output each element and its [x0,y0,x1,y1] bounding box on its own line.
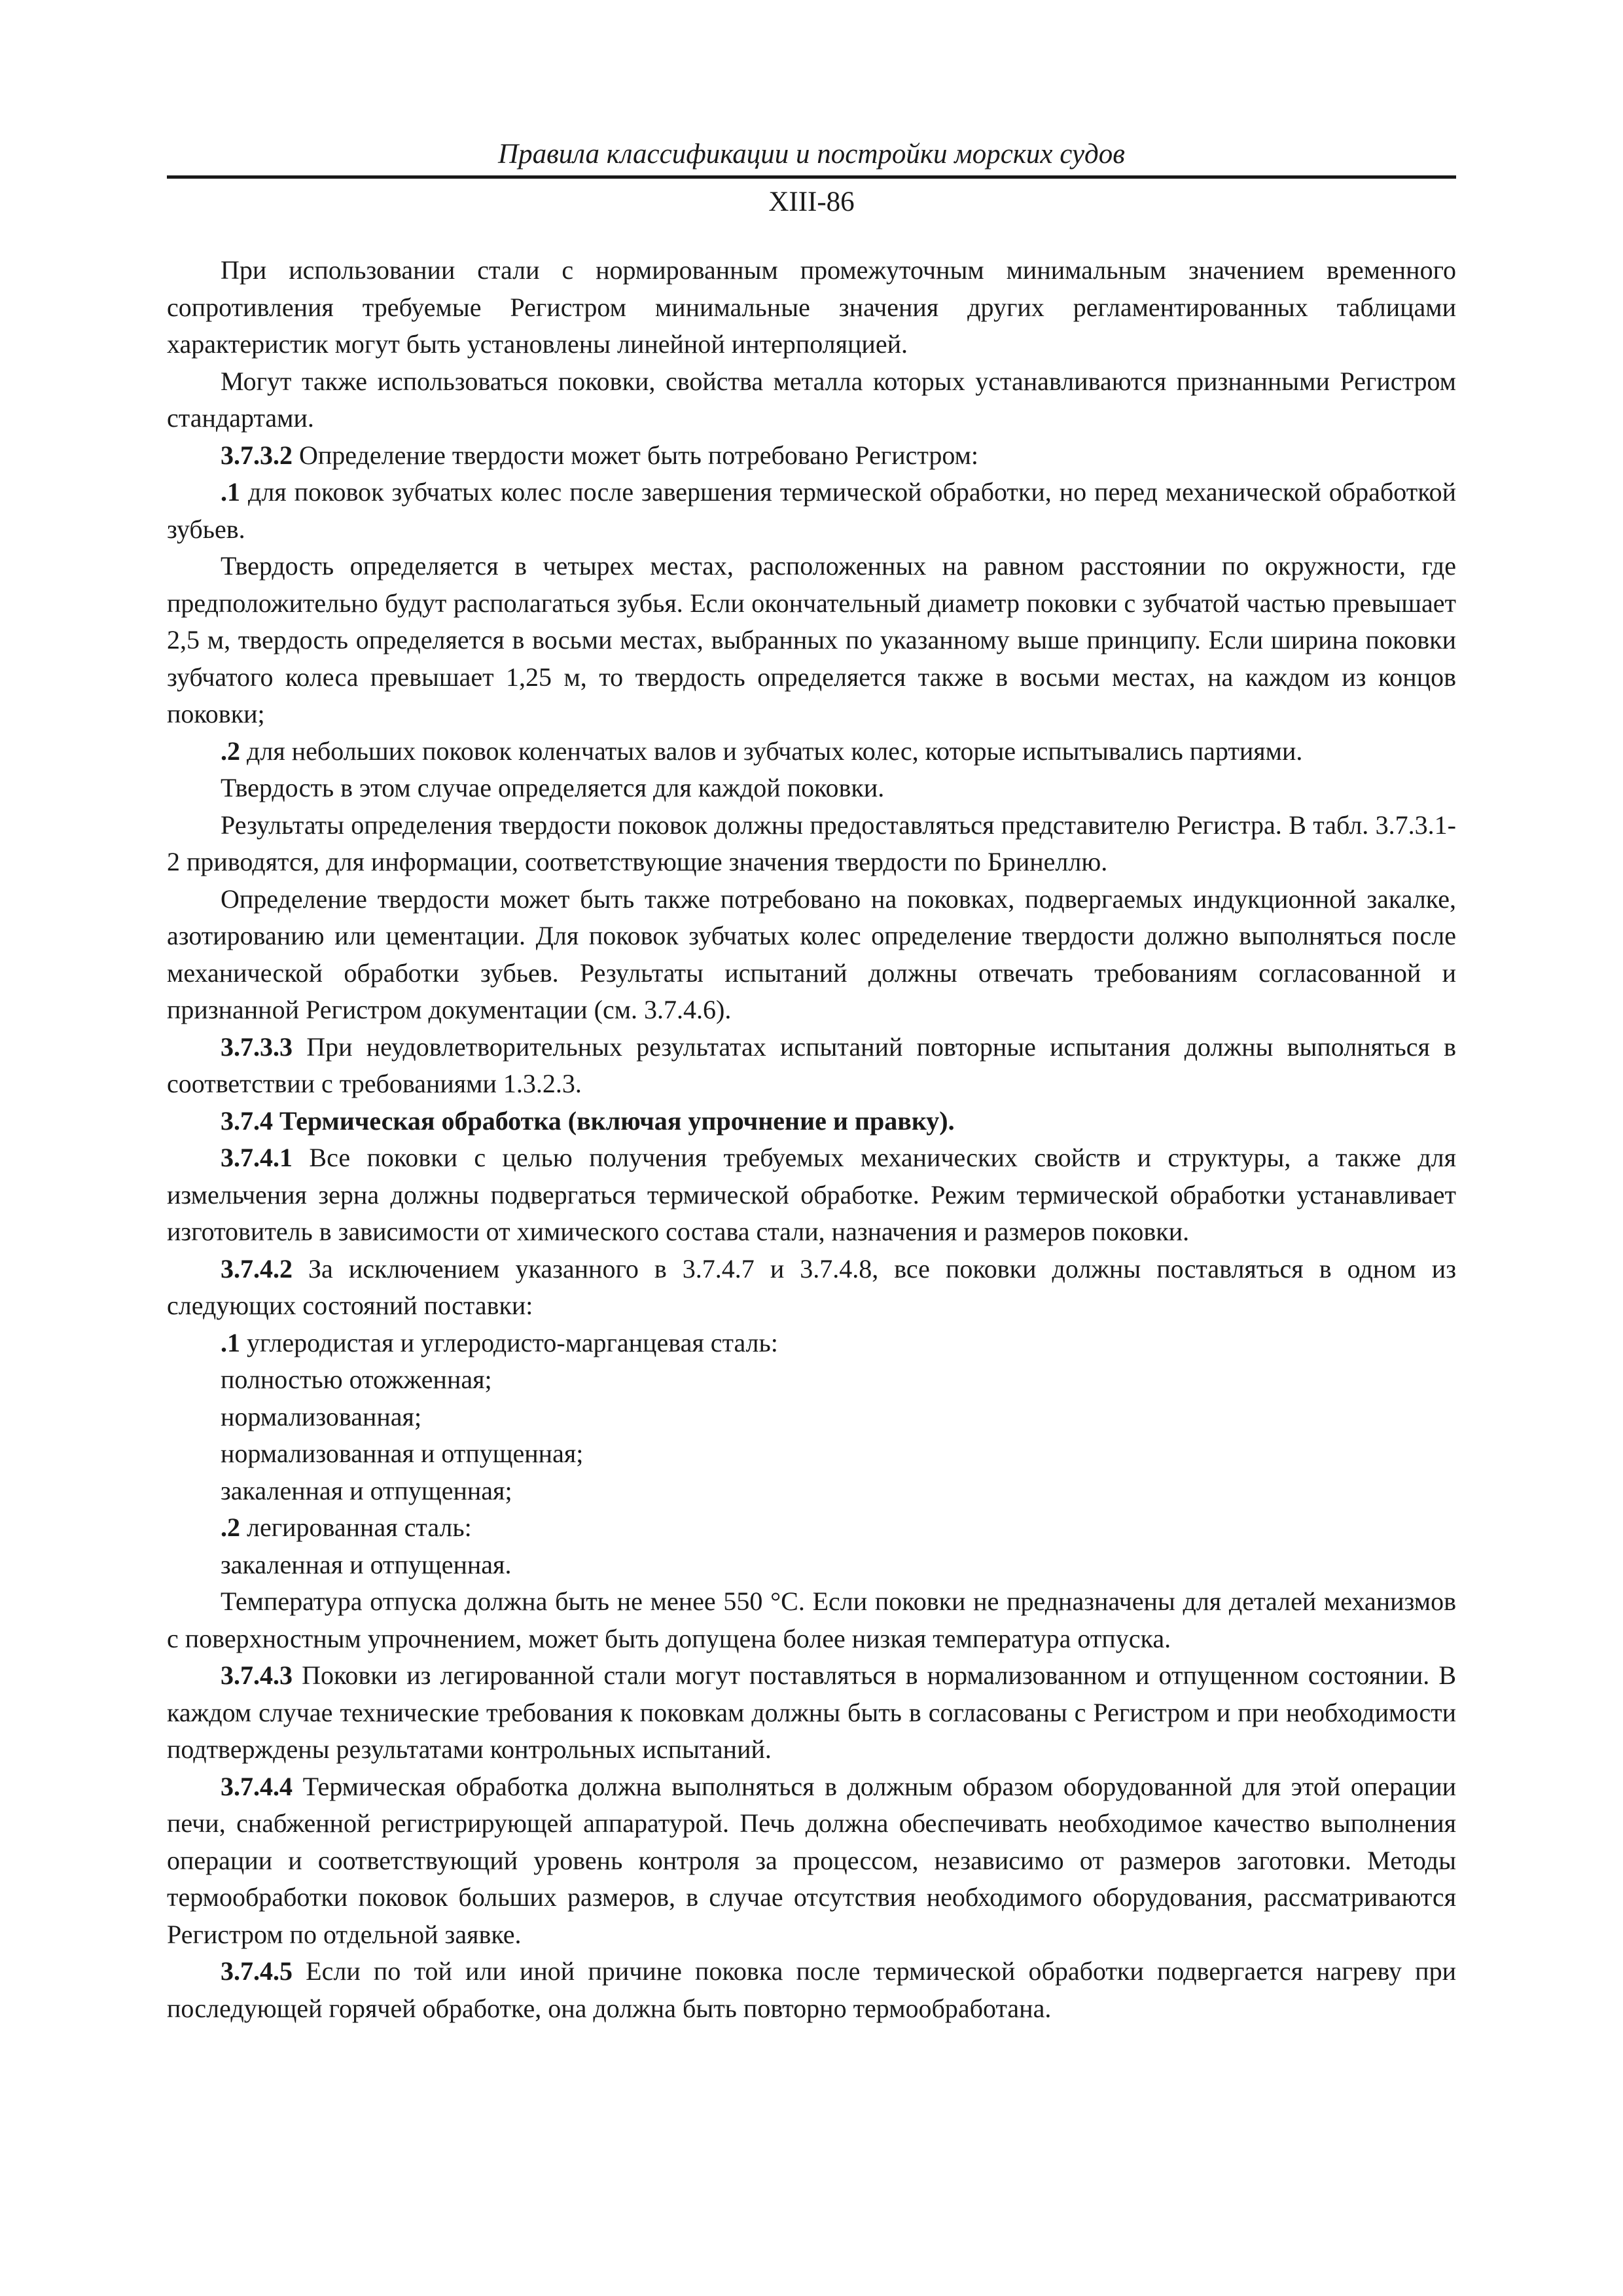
clause-paragraph [167,1139,1456,1251]
running-title: Правила классификации и постройки морских судов [167,137,1456,179]
paragraph [167,807,1456,881]
clause-paragraph [167,1768,1456,1954]
paragraph-text: Определение твердости может быть потребовано Регистром: [293,440,979,470]
clause-number: 3.7.4.5 [221,1956,293,1986]
paragraph [167,1583,1456,1657]
paragraph-text: Все поковки с целью получения требуемых механических свойств и структуры, а также для измельчения зерна должны подвергаться термической обработке. Режим термической обработки устанавливает изготовитель в зависимости от химического состава стали, назначения и размеров поковки. [167,1143,1456,1246]
paragraph-text: Результаты определения твердости поковок должны предоставляться представителю Регистра. В табл. 3.7.3.1-2 приводятся, для информации, соответствующие значения твердости по Бринеллю. [167,810,1456,876]
clause-number: 3.7.4.2 [221,1253,293,1283]
paragraph-text: полностью отожженная; [221,1365,492,1394]
paragraph [167,770,1456,807]
clause-number: 3.7.4.3 [221,1660,293,1690]
list-item-paragraph [167,1509,1456,1547]
paragraph-text: углеродистая и углеродисто-марганцевая сталь: [240,1327,778,1357]
section-heading-text: 3.7.4 Термическая обработка (включая упрочнение и правку). [221,1105,955,1136]
paragraph-text: Твердость определяется в четырех местах, расположенных на равном расстоянии по окружности, где предположительно будут располагаться зубья. Если окончательный диаметр поковки с зубчатой частью превышает 2,5 м, твердость определяется в восьми местах, выбранных по указанному выше принципу. Если ширина поковки зубчатого колеса превышает 1,25 м, то твердость определяется также в восьми местах, на каждом из концов поковки; [167,551,1456,728]
list-line [167,1473,1456,1510]
clause-paragraph [167,1657,1456,1768]
clause-number: 3.7.4.4 [221,1771,293,1801]
clause-paragraph [167,1251,1456,1325]
paragraph-text: За исключением указанного в 3.7.4.7 и 3.7.4.8, все поковки должны поставляться в одном из следующих состояний поставки: [167,1253,1456,1320]
paragraph-text: закаленная и отпущенная. [221,1549,512,1579]
page-number: XIII-86 [768,187,855,217]
list-item-paragraph [167,733,1456,770]
paragraph-text: для небольших поковок коленчатых валов и зубчатых колес, которые испытывались партиями. [240,736,1303,766]
paragraph [167,881,1456,1029]
paragraph-text: При неудовлетворительных результатах испытаний повторные испытания должны выполняться в соответствии с требованиями 1.3.2.3. [167,1031,1456,1098]
body-text [167,252,1456,2027]
item-number: .2 [221,1513,240,1542]
paragraph-text: нормализованная; [221,1401,422,1431]
item-number: .2 [221,736,240,766]
clause-number: 3.7.4.1 [221,1143,293,1172]
clause-number: 3.7.3.2 [221,440,293,470]
paragraph-text: При использовании стали с нормированным промежуточным минимальным значением временного сопротивления требуемые Регистром минимальные значения других регламентированных таблицами характеристик могут быть установлены линейной интерполяцией. [167,255,1456,359]
document-page [167,137,1456,2027]
item-number: .1 [221,477,240,507]
paragraph-text: закаленная и отпущенная; [221,1475,512,1505]
list-line [167,1435,1456,1473]
paragraph-text: для поковок зубчатых колес после завершения термической обработки, но перед механической обработкой зубьев. [167,477,1456,544]
list-line [167,1361,1456,1399]
paragraph-text: Если по той или иной причине поковка после термической обработки подвергается нагреву при последующей горячей обработке, она должна быть повторно термообработана. [167,1956,1456,2023]
paragraph-text: Термическая обработка должна выполняться в должным образом оборудованной для этой операции печи, снабженной регистрирующей аппаратурой. Печь должна обеспечивать необходимое качество выполнения операции и соответствующий уровень контроля за процессом, независимо от размеров заготовки. Методы термообработки поковок больших размеров, в случае отсутствия необходимого оборудования, рассматриваются Регистром по отдельной заявке. [167,1771,1456,1949]
paragraph [167,252,1456,363]
paragraph-text: легированная сталь: [240,1513,472,1542]
list-line [167,1547,1456,1584]
paragraph-text: Твердость в этом случае определяется для каждой поковки. [221,773,885,802]
paragraph [167,548,1456,733]
paragraph-text: Могут также использоваться поковки, свойства металла которых устанавливаются признанными Регистром стандартами. [167,366,1456,433]
paragraph-text: нормализованная и отпущенная; [221,1439,584,1468]
item-number: .1 [221,1327,240,1357]
list-item-paragraph [167,1325,1456,1362]
list-line [167,1399,1456,1436]
clause-paragraph [167,1953,1456,2027]
paragraph-text: Температура отпуска должна быть не менее 550 °С. Если поковки не предназначены для деталей механизмов с поверхностным упрочнением, может быть допущена более низкая температура отпуска. [167,1587,1456,1653]
clause-paragraph [167,1029,1456,1103]
clause-number: 3.7.3.3 [221,1031,293,1062]
paragraph [167,363,1456,437]
clause-paragraph [167,437,1456,475]
section-heading [167,1103,1456,1140]
paragraph-text: Определение твердости может быть также потребовано на поковках, подвергаемых индукционной закалке, азотированию или цементации. Для поковок зубчатых колес определение твердости должно выполняться после механической обработки зубьев. Результаты испытаний должны отвечать требованиям согласованной и признанной Регистром документации (см. 3.7.4.6). [167,884,1456,1024]
paragraph-text: Поковки из легированной стали могут поставляться в нормализованном и отпущенном состоянии. В каждом случае технические требования к поковкам должны быть в согласованы с Регистром и при необходимости подтверждены результатами контрольных испытаний. [167,1660,1456,1764]
list-item-paragraph [167,474,1456,548]
